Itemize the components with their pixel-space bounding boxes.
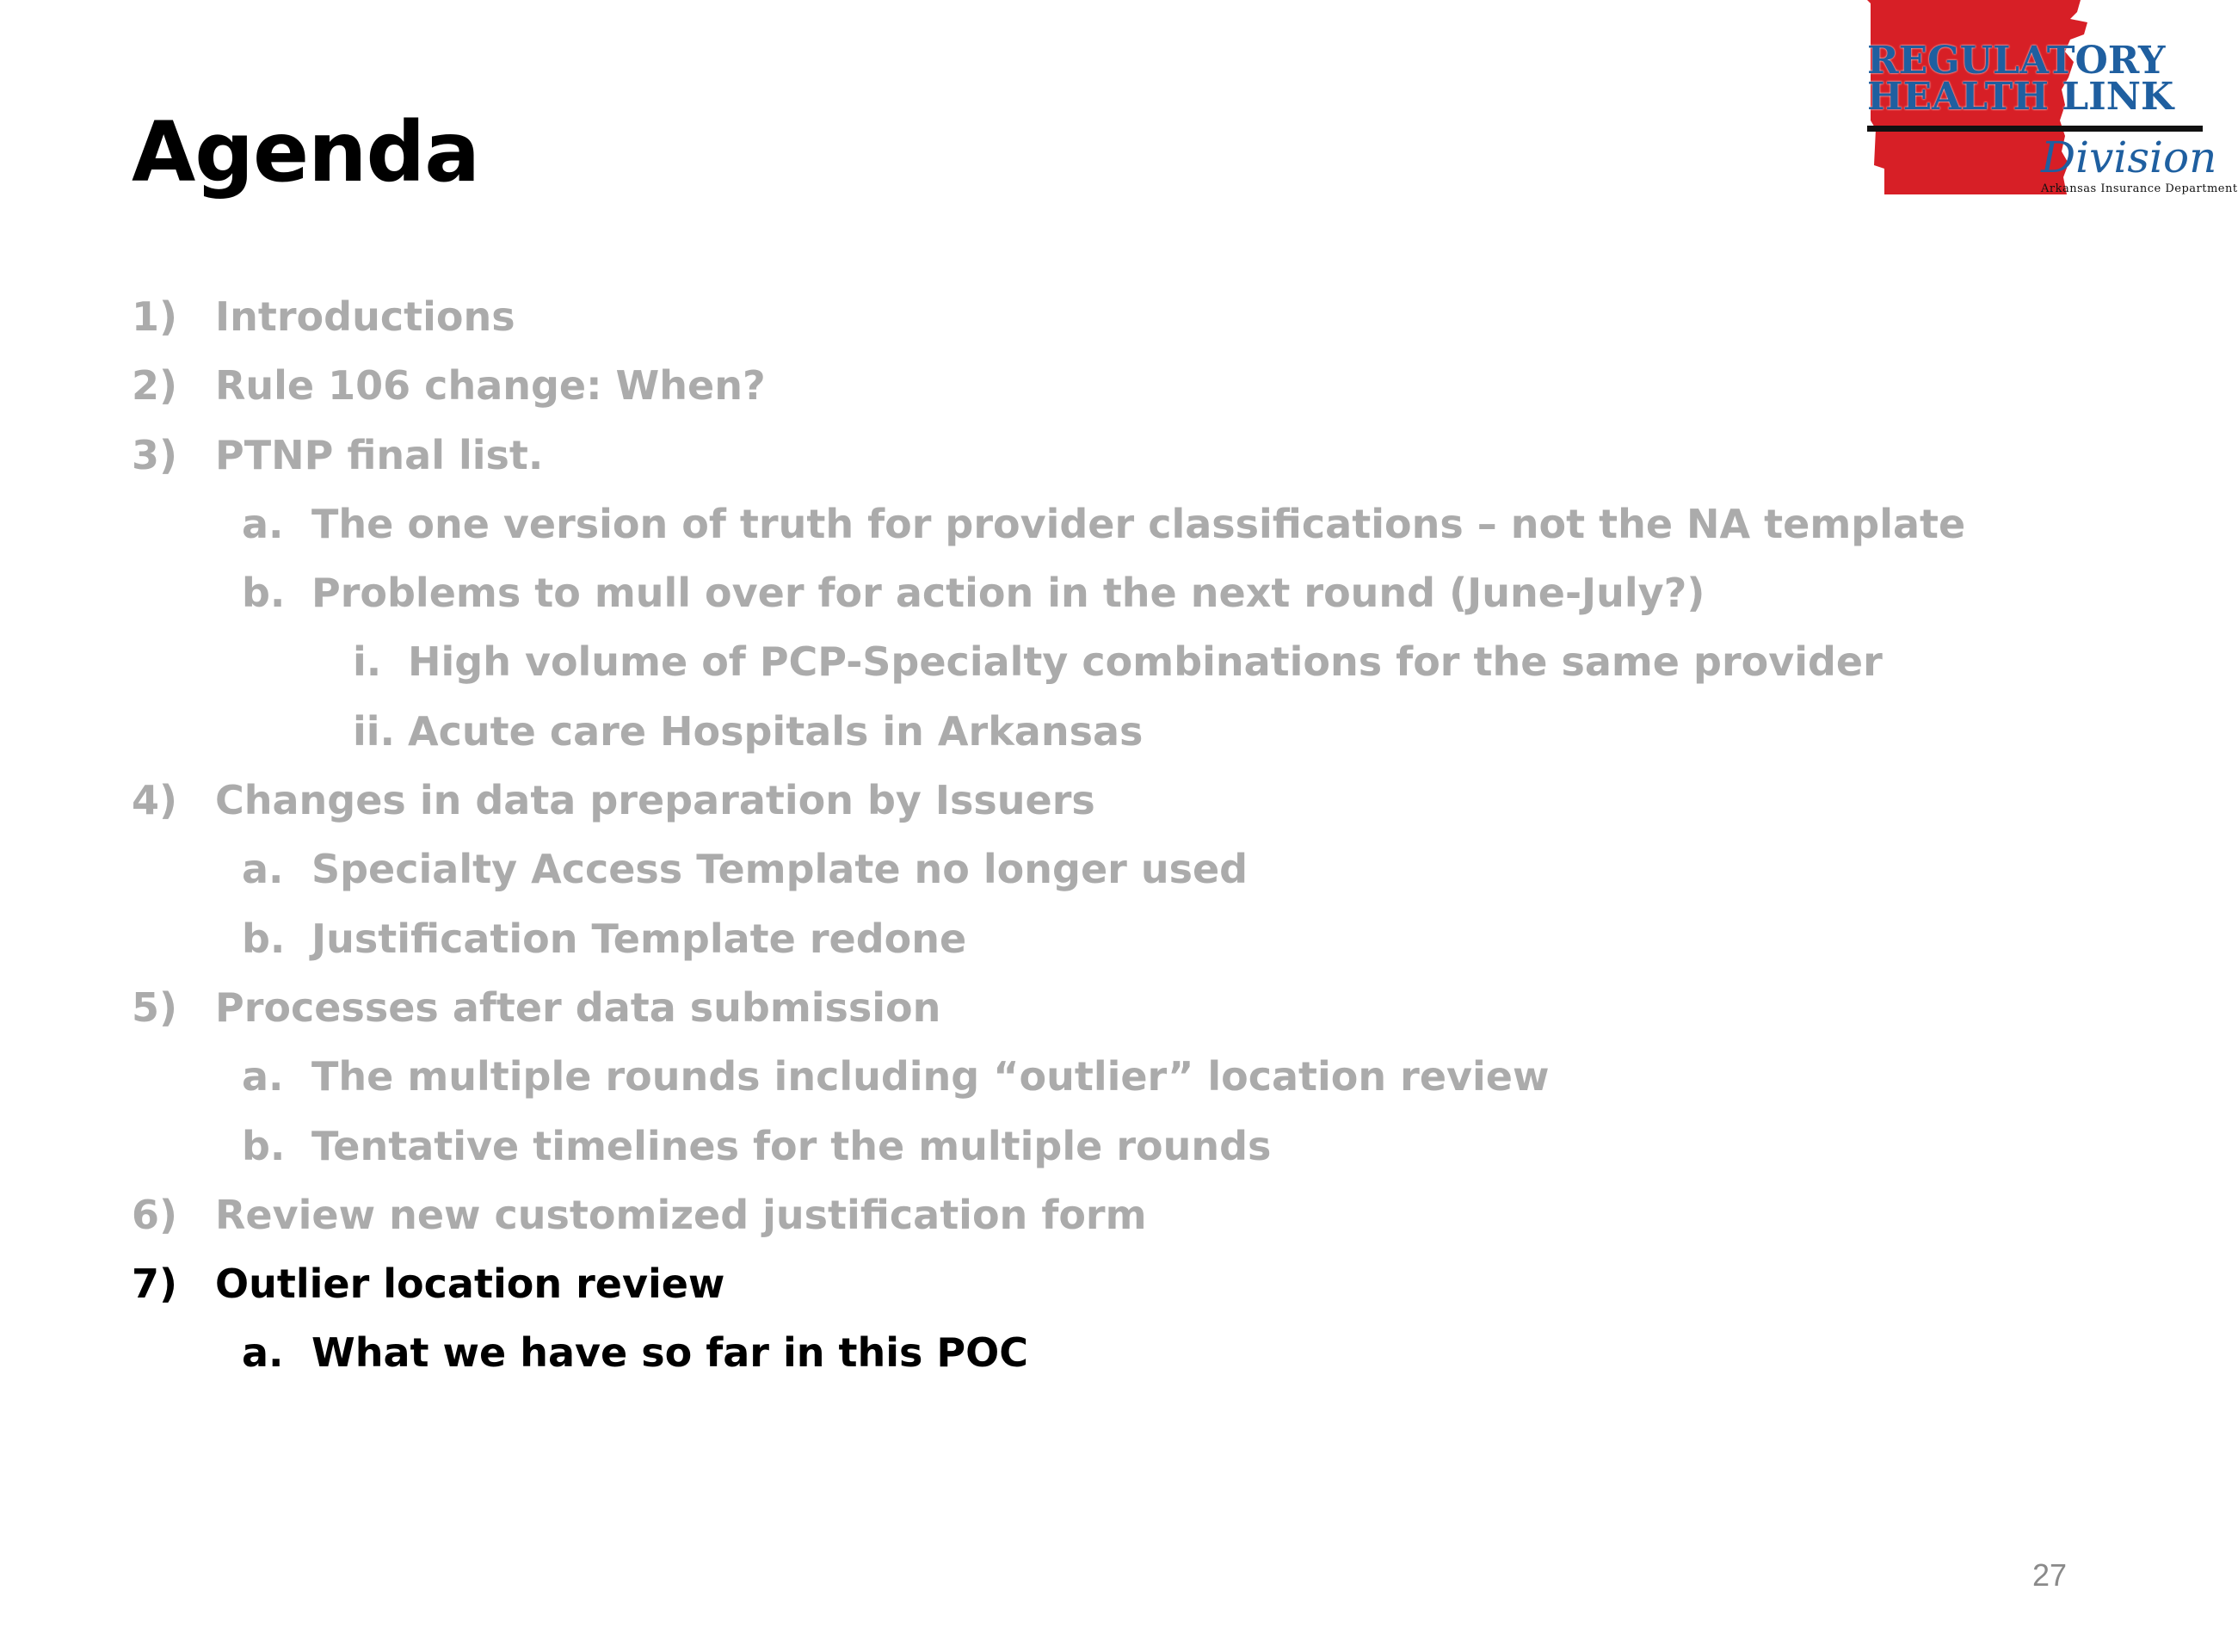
agenda-item	[0, 490, 2065, 558]
agenda-item-number: 7)	[132, 1261, 178, 1308]
logo-line-regulatory: REGULATORY	[1867, 39, 2166, 83]
agenda-item	[0, 1112, 2065, 1180]
page-number: 27	[2032, 1557, 2068, 1593]
agenda-item	[0, 835, 2065, 903]
agenda-item	[0, 1180, 2065, 1249]
agenda-item-text: Acute care Hospitals in Arkansas	[408, 707, 1144, 755]
agenda-item-text: Specialty Access Template no longer used	[311, 846, 1248, 893]
agenda-item-text: Justification Template redone	[311, 915, 967, 962]
agenda-item	[0, 558, 2065, 627]
agenda-item-number: b.	[242, 1122, 286, 1169]
agenda-item-text: Rule 106 change: When?	[215, 362, 766, 410]
agenda-item	[0, 627, 2065, 696]
agenda-item-number: ii.	[353, 707, 396, 755]
agenda-list	[0, 282, 2065, 1388]
agenda-item-text: Processes after data submission	[215, 983, 941, 1031]
agenda-item	[0, 1249, 2065, 1318]
agenda-item	[0, 1318, 2065, 1387]
agenda-item-number: 2)	[132, 362, 178, 410]
logo-text	[1867, 39, 2201, 119]
agenda-item-number: i.	[353, 638, 382, 686]
logo-line-health-link: HEALTH LINK	[1867, 75, 2174, 119]
agenda-item-text: Problems to mull over for action in the next round (June-July?)	[311, 570, 1705, 617]
agenda-item-number: 6)	[132, 1191, 178, 1238]
agenda-item-number: b.	[242, 915, 286, 962]
agenda-item-text: Review new customized justification form	[215, 1191, 1147, 1238]
agenda-item-number: a.	[242, 846, 284, 893]
logo-subtitle: Arkansas Insurance Department	[2041, 182, 2238, 195]
agenda-item-text: Introductions	[215, 293, 515, 340]
agenda-item-text: PTNP final list.	[215, 431, 544, 478]
agenda-item-number: a.	[242, 1329, 284, 1377]
agenda-item-text: The multiple rounds including “outlier” location review	[311, 1053, 1550, 1100]
agenda-item-number: 3)	[132, 431, 178, 478]
agenda-item-number: 1)	[132, 293, 178, 340]
logo-divider	[1867, 126, 2203, 132]
agenda-item	[0, 904, 2065, 973]
agenda-item-text: The one version of truth for provider classifications – not the NA template	[311, 500, 1966, 547]
agenda-item-text: Tentative timelines for the multiple rounds	[311, 1122, 1272, 1169]
agenda-item-text: Changes in data preparation by Issuers	[215, 777, 1095, 824]
agenda-item-number: 4)	[132, 777, 178, 824]
agenda-item-text: What we have so far in this POC	[311, 1329, 1028, 1377]
logo-division: Division	[2041, 133, 2217, 182]
slide-title: Agenda	[132, 104, 479, 200]
agenda-item	[0, 351, 2065, 420]
agenda-item-number: a.	[242, 1053, 284, 1100]
agenda-item	[0, 766, 2065, 835]
agenda-item-text: Outlier location review	[215, 1261, 725, 1308]
agenda-item-number: a.	[242, 500, 284, 547]
agenda-item	[0, 1042, 2065, 1111]
agenda-item-number: 5)	[132, 983, 178, 1031]
agenda-item	[0, 421, 2065, 490]
agenda-item	[0, 973, 2065, 1042]
agenda-item	[0, 697, 2065, 766]
agenda-item	[0, 282, 2065, 351]
agenda-item-text: High volume of PCP-Specialty combinations for the same provider	[408, 638, 1883, 686]
agenda-item-number: b.	[242, 570, 286, 617]
